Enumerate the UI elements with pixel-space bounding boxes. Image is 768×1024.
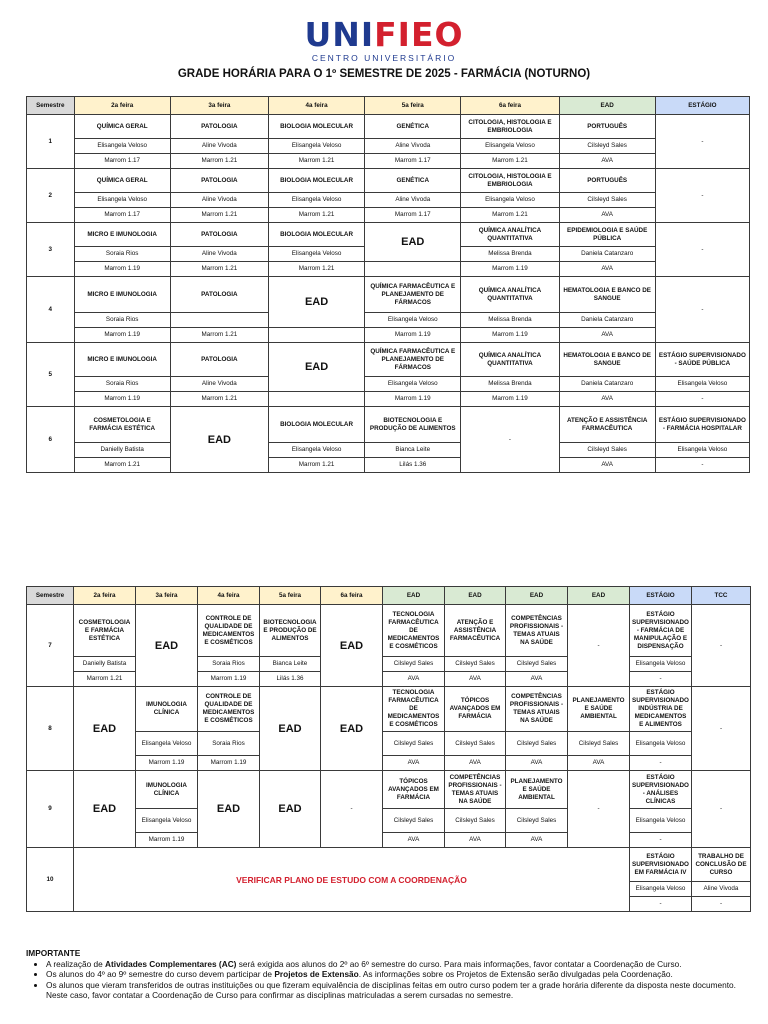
room-cell: Marrom 1.21 (268, 154, 364, 169)
subject-cell: CONTROLE DE QUALIDADE DE MEDICAMENTOS E COSMÉTICOS (198, 605, 260, 657)
header-2a-feira: 2a feira (74, 587, 136, 605)
subject-cell: QUÍMICA FARMACÊUTICA E PLANEJAMENTO DE FÁRMACOS (365, 277, 461, 313)
teacher-cell: Elisangela Veloso (461, 193, 559, 208)
subject-cell: QUÍMICA GERAL (74, 169, 170, 193)
ead-cell: EAD (321, 687, 383, 771)
room-cell: Marrom 1.17 (365, 154, 461, 169)
room-cell: Marrom 1.19 (74, 328, 170, 343)
subject-cell: PORTUGUÊS (559, 169, 655, 193)
teacher-cell: Elisangela Veloso (365, 377, 461, 392)
teacher-cell: Aline Vivoda (365, 193, 461, 208)
teacher-cell: Cilsleyd Sales (559, 193, 655, 208)
room-cell: Marrom 1.19 (74, 392, 170, 407)
header-6a-feira: 6a feira (461, 97, 559, 115)
room-cell: AVA (559, 392, 655, 407)
room-cell: Marrom 1.21 (170, 208, 268, 223)
estagio-cell: - (655, 277, 749, 343)
teacher-cell: Daniela Catanzaro (559, 247, 655, 262)
teacher-cell: Aline Vivoda (365, 139, 461, 154)
teacher-cell: Elisangela Veloso (655, 443, 749, 458)
empty-dash-cell: - (568, 771, 630, 848)
subject-cell: QUÍMICA GERAL (74, 115, 170, 139)
subject-cell: IMUNOLOGIA CLÍNICA (136, 687, 198, 732)
logo-subtitle: CENTRO UNIVERSITÁRIO (311, 53, 457, 63)
subject-cell: PATOLOGIA (170, 169, 268, 193)
room-cell: Marrom 1.21 (170, 328, 268, 343)
room-cell: Marrom 1.19 (198, 672, 260, 687)
note-item: • Os alunos que vieram transferidos de outras instituições ou que fizeram equivalência de disciplinas feitas em outro curso podem ter a grade horária diferente da disposta neste documento. Neste caso, favor contatar a Coordenação de Curso para confirmar as disciplinas matriculadas a serem cursadas no semestre. (46, 980, 754, 1001)
important-notes (26, 948, 754, 1001)
subject-cell: MICRO E IMUNOLOGIA (74, 343, 170, 377)
subject-cell: MICRO E IMUNOLOGIA (74, 223, 170, 247)
estagio-cell: - (655, 115, 749, 169)
subject-cell: PLANEJAMENTO E SAÚDE AMBIENTAL (568, 687, 630, 732)
room-cell: AVA (383, 672, 445, 687)
semester-cell: 1 (27, 115, 75, 169)
teacher-cell: Cilsleyd Sales (568, 732, 630, 756)
ead-cell: EAD (136, 605, 198, 687)
subject-cell: BIOLOGIA MOLECULAR (268, 223, 364, 247)
teacher-cell: Elisangela Veloso (74, 139, 170, 154)
room-cell: - (692, 897, 751, 912)
logo-fieo: FIEO (374, 15, 464, 54)
room-cell: Marrom 1.21 (170, 392, 268, 407)
header-ead: EAD (383, 587, 445, 605)
estagio-cell: - (655, 223, 749, 277)
room-cell: Marrom 1.19 (136, 833, 198, 848)
room-cell: - (630, 897, 692, 912)
teacher-cell: Bianca Leite (260, 657, 321, 672)
subject-cell: PLANEJAMENTO E SAÚDE AMBIENTAL (506, 771, 568, 809)
subject-cell: QUÍMICA ANALÍTICA QUANTITATIVA (461, 223, 559, 247)
subject-cell: MICRO E IMUNOLOGIA (74, 277, 170, 313)
subject-cell: COSMETOLOGIA E FARMÁCIA ESTÉTICA (74, 407, 170, 443)
subject-cell: CONTROLE DE QUALIDADE DE MEDICAMENTOS E COSMÉTICOS (198, 687, 260, 732)
header-ead: EAD (506, 587, 568, 605)
teacher-cell: Elisangela Veloso (630, 732, 692, 756)
subject-cell: CITOLOGIA, HISTOLOGIA E EMBRIOLOGIA (461, 169, 559, 193)
semester-cell: 6 (27, 407, 75, 473)
empty-dash-cell: - (461, 407, 559, 473)
header-ead: EAD (445, 587, 506, 605)
room-cell: - (630, 756, 692, 771)
teacher-cell: Elisangela Veloso (268, 443, 364, 458)
subject-cell: TECNOLOGIA FARMACÊUTICA DE MEDICAMENTOS E COSMÉTICOS (383, 687, 445, 732)
room-cell: Lilás 1.36 (365, 458, 461, 473)
teacher-cell: Cilsleyd Sales (506, 657, 568, 672)
ead-cell: EAD (170, 407, 268, 473)
tcc-cell: - (692, 605, 751, 687)
room-cell: AVA (506, 672, 568, 687)
subject-cell: ATENÇÃO E ASSISTÊNCIA FARMACÊUTICA (445, 605, 506, 657)
room-cell: AVA (559, 262, 655, 277)
estagio-cell: - (655, 169, 749, 223)
room-cell: AVA (445, 756, 506, 771)
empty-cell (268, 328, 364, 343)
room-cell: Marrom 1.19 (461, 328, 559, 343)
teacher-cell: Melissa Brenda (461, 247, 559, 262)
semester-cell: 7 (27, 605, 74, 687)
subject-cell: TECNOLOGIA FARMACÊUTICA DE MEDICAMENTOS E COSMÉTICOS (383, 605, 445, 657)
teacher-cell: Elisangela Veloso (365, 313, 461, 328)
subject-cell: PORTUGUÊS (559, 115, 655, 139)
header-6a-feira: 6a feira (321, 587, 383, 605)
room-cell: AVA (383, 833, 445, 848)
teacher-cell: Cilsleyd Sales (383, 809, 445, 833)
teacher-cell: Elisangela Veloso (655, 377, 749, 392)
teacher-cell: Soraia Rios (74, 313, 170, 328)
room-cell: AVA (383, 756, 445, 771)
room-cell: AVA (559, 154, 655, 169)
note-bold: Projetos de Extensão (274, 969, 359, 980)
header-2a-feira: 2a feira (74, 97, 170, 115)
subject-cell: BIOTECNOLOGIA E PRODUÇÃO DE ALIMENTOS (260, 605, 321, 657)
teacher-cell: Cilsleyd Sales (445, 809, 506, 833)
empty-dash-cell: - (568, 605, 630, 687)
room-cell: AVA (445, 672, 506, 687)
subject-cell: HEMATOLOGIA E BANCO DE SANGUE (559, 343, 655, 377)
room-cell: AVA (559, 328, 655, 343)
semester-cell: 5 (27, 343, 75, 407)
header-tcc: TCC (692, 587, 751, 605)
room-cell: Marrom 1.17 (74, 208, 170, 223)
teacher-cell: Aline Vivoda (692, 882, 751, 897)
room-cell: Lilás 1.36 (260, 672, 321, 687)
subject-cell: BIOTECNOLOGIA E PRODUÇÃO DE ALIMENTOS (365, 407, 461, 443)
room-cell: - (655, 458, 749, 473)
teacher-cell: Soraia Rios (198, 732, 260, 756)
schedule-table-2 (26, 586, 751, 912)
subject-cell: COMPETÊNCIAS PROFISSIONAIS - TEMAS ATUAIS NA SAÚDE (506, 687, 568, 732)
semester-cell: 4 (27, 277, 75, 343)
subject-cell: EPIDEMIOLOGIA E SAÚDE PÚBLICA (559, 223, 655, 247)
ead-cell: EAD (268, 277, 364, 328)
room-cell: Marrom 1.19 (198, 756, 260, 771)
ead-cell: EAD (365, 223, 461, 262)
schedule-table-1 (26, 96, 750, 473)
teacher-cell: Cilsleyd Sales (506, 732, 568, 756)
ead-cell: EAD (268, 343, 364, 392)
room-cell: Marrom 1.19 (74, 262, 170, 277)
empty-dash-cell: - (321, 771, 383, 848)
teacher-cell: Cilsleyd Sales (506, 809, 568, 833)
teacher-cell: Daniela Catanzaro (559, 313, 655, 328)
estagio-subject-cell: ESTÁGIO SUPERVISIONADO EM FARMÁCIA IV (630, 848, 692, 882)
header-5a-feira: 5a feira (365, 97, 461, 115)
teacher-cell: Elisangela Veloso (461, 139, 559, 154)
subject-cell: COMPETÊNCIAS PROFISSIONAIS - TEMAS ATUAIS NA SAÚDE (445, 771, 506, 809)
tcc-cell: - (692, 771, 751, 848)
header-semestre: Semestre (27, 587, 74, 605)
room-cell: Marrom 1.21 (74, 458, 170, 473)
semester-cell: 3 (27, 223, 75, 277)
header-3a-feira: 3a feira (170, 97, 268, 115)
subject-cell: BIOLOGIA MOLECULAR (268, 407, 364, 443)
header-estagio: ESTÁGIO (655, 97, 749, 115)
teacher-cell: Elisangela Veloso (136, 809, 198, 833)
header-semestre: Semestre (27, 97, 75, 115)
teacher-cell: Soraia Rios (198, 657, 260, 672)
room-cell: - (630, 833, 692, 848)
teacher-cell: Daniela Catanzaro (559, 377, 655, 392)
header-ead: EAD (559, 97, 655, 115)
note-bold: Atividades Complementares (AC) (105, 958, 237, 969)
tcc-subject-cell: TRABALHO DE CONCLUSÃO DE CURSO (692, 848, 751, 882)
teacher-cell: Melissa Brenda (461, 377, 559, 392)
subject-cell: BIOLOGIA MOLECULAR (268, 169, 364, 193)
estagio-subject-cell: ESTÁGIO SUPERVISIONADO - FARMÁCIA DE MANIPULAÇÃO E DISPENSAÇÃO (630, 605, 692, 657)
room-cell: Marrom 1.21 (170, 262, 268, 277)
room-cell: Marrom 1.19 (136, 756, 198, 771)
teacher-cell: Soraia Rios (74, 247, 170, 262)
note-text: . As informações sobre os Projetos de Extensão serão divulgadas pela Coordenação. (358, 969, 673, 980)
room-cell: - (630, 672, 692, 687)
teacher-cell: Cilsleyd Sales (559, 443, 655, 458)
semester-cell: 10 (27, 848, 74, 912)
teacher-cell: Elisangela Veloso (268, 247, 364, 262)
ead-cell: EAD (74, 687, 136, 771)
teacher-cell: Cilsleyd Sales (559, 139, 655, 154)
ead-cell: EAD (74, 771, 136, 848)
subject-cell: PATOLOGIA (170, 277, 268, 313)
room-cell: Marrom 1.21 (461, 154, 559, 169)
subject-cell: ATENÇÃO E ASSISTÊNCIA FARMACÊUTICA (559, 407, 655, 443)
room-cell: Marrom 1.21 (74, 672, 136, 687)
ead-cell: EAD (260, 687, 321, 771)
room-cell: Marrom 1.19 (365, 392, 461, 407)
note-text: A realização de (46, 958, 106, 969)
room-cell: Marrom 1.21 (268, 458, 364, 473)
teacher-cell: Elisangela Veloso (136, 732, 198, 756)
room-cell: AVA (506, 756, 568, 771)
ead-cell: EAD (198, 771, 260, 848)
teacher-cell: Cilsleyd Sales (445, 732, 506, 756)
estagio-subject-cell: ESTÁGIO SUPERVISIONADO INDÚSTRIA DE MEDICAMENTOS E ALIMENTOS (630, 687, 692, 732)
header-ead: EAD (568, 587, 630, 605)
room-cell: Marrom 1.17 (365, 208, 461, 223)
room-cell: Marrom 1.21 (170, 154, 268, 169)
estagio-subject-cell: ESTÁGIO SUPERVISIONADO - SAÚDE PÚBLICA (655, 343, 749, 377)
semester-cell: 9 (27, 771, 74, 848)
teacher-cell: Soraia Rios (74, 377, 170, 392)
teacher-cell: Elisangela Veloso (630, 882, 692, 897)
room-cell: AVA (559, 458, 655, 473)
teacher-cell: Aline Vivoda (170, 193, 268, 208)
room-cell: Marrom 1.21 (461, 208, 559, 223)
room-cell: Marrom 1.21 (268, 262, 364, 277)
semester-cell: 8 (27, 687, 74, 771)
coordination-notice: VERIFICAR PLANO DE ESTUDO COM A COORDENAÇÃO (74, 848, 630, 912)
teacher-cell: Cilsleyd Sales (383, 657, 445, 672)
teacher-cell: Danielly Batista (74, 657, 136, 672)
room-cell: - (655, 392, 749, 407)
header-4a-feira: 4a feira (268, 97, 364, 115)
empty-cell (365, 262, 461, 277)
subject-cell: COMPETÊNCIAS PROFISSIONAIS - TEMAS ATUAIS NA SAÚDE (506, 605, 568, 657)
room-cell: Marrom 1.19 (365, 328, 461, 343)
subject-cell: PATOLOGIA (170, 115, 268, 139)
subject-cell: PATOLOGIA (170, 223, 268, 247)
header-4a-feira: 4a feira (198, 587, 260, 605)
estagio-subject-cell: ESTÁGIO SUPERVISIONADO - ANÁLISES CLÍNICAS (630, 771, 692, 809)
subject-cell: QUÍMICA ANALÍTICA QUANTITATIVA (461, 277, 559, 313)
teacher-cell: Elisangela Veloso (630, 809, 692, 833)
tcc-cell: - (692, 687, 751, 771)
subject-cell: PATOLOGIA (170, 343, 268, 377)
teacher-cell: Elisangela Veloso (268, 139, 364, 154)
note-text: Os alunos do 4º ao 9º semestre do curso devem participar de (46, 969, 275, 980)
room-cell: AVA (568, 756, 630, 771)
page-title: GRADE HORÁRIA PARA O 1º SEMESTRE DE 2025 - FARMÁCIA (NOTURNO) (177, 68, 591, 80)
subject-cell: HEMATOLOGIA E BANCO DE SANGUE (559, 277, 655, 313)
teacher-cell: Melissa Brenda (461, 313, 559, 328)
empty-cell (268, 392, 364, 407)
room-cell: Marrom 1.19 (461, 392, 559, 407)
subject-cell: GENÉTICA (365, 115, 461, 139)
subject-cell: COSMETOLOGIA E FARMÁCIA ESTÉTICA (74, 605, 136, 657)
teacher-cell: Aline Vivoda (170, 377, 268, 392)
empty-cell (170, 313, 268, 328)
teacher-cell: Elisangela Veloso (630, 657, 692, 672)
subject-cell: BIOLOGIA MOLECULAR (268, 115, 364, 139)
room-cell: Marrom 1.19 (461, 262, 559, 277)
unifieo-logo (0, 15, 768, 63)
header-estagio: ESTÁGIO (630, 587, 692, 605)
teacher-cell: Elisangela Veloso (74, 193, 170, 208)
note-item (46, 969, 754, 980)
subject-cell: TÓPICOS AVANÇADOS EM FARMÁCIA (383, 771, 445, 809)
room-cell: AVA (506, 833, 568, 848)
room-cell: AVA (445, 833, 506, 848)
subject-cell: TÓPICOS AVANÇADOS EM FARMÁCIA (445, 687, 506, 732)
teacher-cell: Danielly Batista (74, 443, 170, 458)
estagio-subject-cell: ESTÁGIO SUPERVISIONADO - FARMÁCIA HOSPITALAR (655, 407, 749, 443)
ead-cell: EAD (260, 771, 321, 848)
subject-cell: QUÍMICA ANALÍTICA QUANTITATIVA (461, 343, 559, 377)
notes-heading: IMPORTANTE (26, 948, 81, 958)
semester-cell: 2 (27, 169, 75, 223)
header-5a-feira: 5a feira (260, 587, 321, 605)
subject-cell: IMUNOLOGIA CLÍNICA (136, 771, 198, 809)
room-cell: Marrom 1.21 (268, 208, 364, 223)
room-cell: Marrom 1.17 (74, 154, 170, 169)
teacher-cell: Aline Vivoda (170, 247, 268, 262)
header-3a-feira: 3a feira (136, 587, 198, 605)
note-text: será exigida aos alunos do 2º ao 6º semestre do curso. Para mais informações, favor contatar a Coordenação de Curso. (236, 958, 682, 969)
subject-cell: QUÍMICA FARMACÊUTICA E PLANEJAMENTO DE FÁRMACOS (365, 343, 461, 377)
teacher-cell: Aline Vivoda (170, 139, 268, 154)
subject-cell: CITOLOGIA, HISTOLOGIA E EMBRIOLOGIA (461, 115, 559, 139)
note-item (46, 959, 754, 970)
room-cell: AVA (559, 208, 655, 223)
teacher-cell: Elisangela Veloso (268, 193, 364, 208)
teacher-cell: Bianca Leite (365, 443, 461, 458)
logo-uni: UNI (304, 15, 375, 54)
teacher-cell: Cilsleyd Sales (383, 732, 445, 756)
ead-cell: EAD (321, 605, 383, 687)
teacher-cell: Cilsleyd Sales (445, 657, 506, 672)
subject-cell: GENÉTICA (365, 169, 461, 193)
